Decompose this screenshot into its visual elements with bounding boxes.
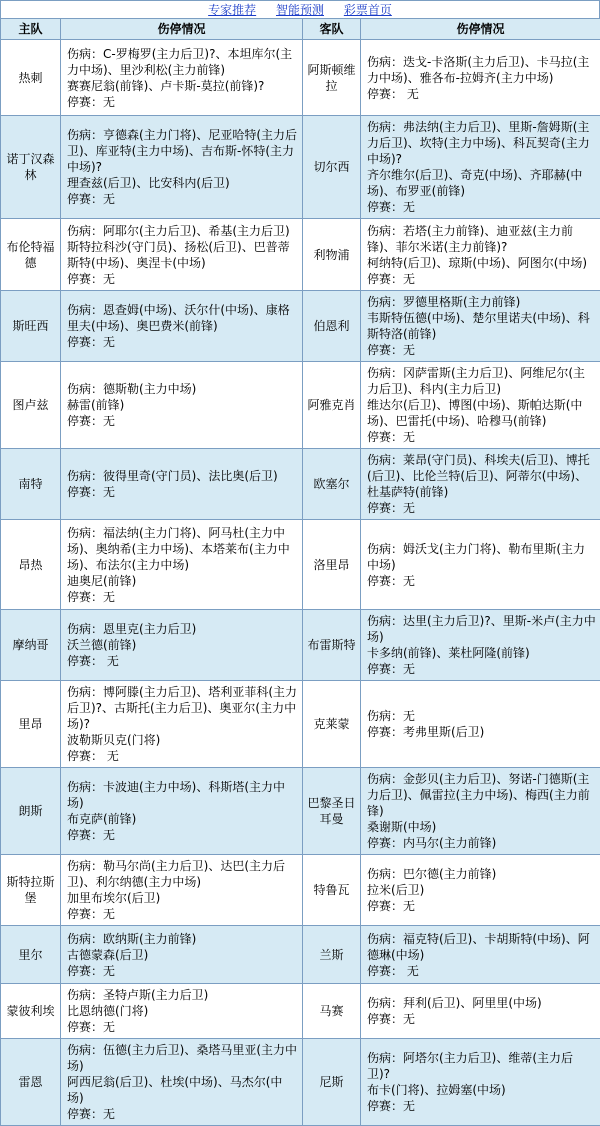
away-team: 克莱蒙 <box>303 681 361 768</box>
info-line: 停赛：无 <box>367 271 596 287</box>
info-line: 沃兰德(前锋) <box>67 637 298 653</box>
info-line: 迪奥尼(前锋) <box>67 573 298 589</box>
info-line: 伤病：无 <box>367 708 596 724</box>
info-line: 伤病：勒马尔尚(主力后卫)、达巴(主力后卫)、利尔纳德(主力中场) <box>67 858 298 890</box>
info-line: 停赛：无 <box>367 199 596 215</box>
info-line: 停赛： 无 <box>67 653 298 669</box>
away-injury-info <box>361 291 600 362</box>
info-line: 停赛：无 <box>367 1011 596 1027</box>
home-injury-info <box>61 1039 303 1126</box>
home-injury-info <box>61 855 303 926</box>
table-row <box>1 855 600 926</box>
info-line: 伤病：姆沃戈(主力门将)、勒布里斯(主力中场) <box>367 541 596 573</box>
home-injury-info <box>61 362 303 449</box>
table-row <box>1 681 600 768</box>
info-line: 停赛：无 <box>67 413 298 429</box>
header-home: 主队 <box>1 19 61 40</box>
home-team: 热刺 <box>1 40 61 116</box>
top-nav <box>0 0 600 18</box>
info-line: 伤病：彼得里奇(守门员)、法比奥(后卫) <box>67 468 298 484</box>
away-team: 布雷斯特 <box>303 610 361 681</box>
away-injury-info <box>361 610 600 681</box>
info-line: 伤病：福克特(后卫)、卡胡斯特(中场)、阿德琳(中场) <box>367 931 596 963</box>
table-row <box>1 40 600 116</box>
away-injury-info <box>361 681 600 768</box>
info-line: 伤病：阿耶尔(主力后卫)、希基(主力后卫) <box>67 223 298 239</box>
table-row <box>1 984 600 1039</box>
away-team: 利物浦 <box>303 219 361 291</box>
info-line: 加里布埃尔(后卫) <box>67 890 298 906</box>
away-injury-info <box>361 362 600 449</box>
info-line: 停赛：内马尔(主力前锋) <box>367 835 596 851</box>
info-line: 卡多纳(前锋)、莱杜阿隆(前锋) <box>367 645 596 661</box>
table-row <box>1 219 600 291</box>
info-line: 伤病：亨德森(主力门将)、尼亚哈特(主力后卫)、库亚特(主力中场)、吉布斯-怀特(主力中场)? <box>67 127 298 175</box>
home-injury-info <box>61 926 303 984</box>
info-line: 停赛：无 <box>367 898 596 914</box>
home-injury-info <box>61 449 303 520</box>
info-line: 柯纳特(后卫)、琼斯(中场)、阿图尔(中场) <box>367 255 596 271</box>
info-line: 阿西尼翁(后卫)、杜埃(中场)、马杰尔(中场) <box>67 1074 298 1106</box>
info-line: 比恩纳德(门将) <box>67 1003 298 1019</box>
home-team: 蒙彼利埃 <box>1 984 61 1039</box>
home-team: 南特 <box>1 449 61 520</box>
info-line: 波勒斯贝克(门将) <box>67 732 298 748</box>
table-body <box>1 40 600 1126</box>
away-team: 阿雅克肖 <box>303 362 361 449</box>
home-team: 布伦特福德 <box>1 219 61 291</box>
info-line: 拉米(后卫) <box>367 882 596 898</box>
info-line: 停赛：无 <box>67 191 298 207</box>
nav-link-expert[interactable]: 专家推荐 <box>208 3 256 17</box>
table-row <box>1 926 600 984</box>
away-team: 切尔西 <box>303 116 361 219</box>
table-row <box>1 1039 600 1126</box>
home-injury-info <box>61 768 303 855</box>
home-team: 诺丁汉森林 <box>1 116 61 219</box>
home-team: 斯特拉斯堡 <box>1 855 61 926</box>
info-line: 停赛：无 <box>367 1098 596 1114</box>
info-line: 停赛：考弗里斯(后卫) <box>367 724 596 740</box>
home-injury-info <box>61 291 303 362</box>
away-team: 伯恩利 <box>303 291 361 362</box>
info-line: 维达尔(后卫)、博图(中场)、斯帕达斯(中场)、巴雷托(中场)、哈穆马(前锋) <box>367 397 596 429</box>
info-line: 停赛：无 <box>67 963 298 979</box>
info-line: 古德蒙森(后卫) <box>67 947 298 963</box>
info-line: 赛赛尼翁(前锋)、卢卡斯-莫拉(前锋)? <box>67 78 298 94</box>
home-team: 斯旺西 <box>1 291 61 362</box>
info-line: 伤病：巴尔德(主力前锋) <box>367 866 596 882</box>
info-line: 伤病：达里(主力后卫)?、里斯-米卢(主力中场) <box>367 613 596 645</box>
info-line: 伤病：伍德(主力后卫)、桑塔马里亚(主力中场) <box>67 1042 298 1074</box>
away-team: 洛里昂 <box>303 520 361 610</box>
info-line: 齐尔维尔(后卫)、奇克(中场)、齐耶赫(中场)、布罗亚(前锋) <box>367 167 596 199</box>
away-injury-info <box>361 926 600 984</box>
info-line: 桑谢斯(中场) <box>367 819 596 835</box>
info-line: 伤病：莱昂(守门员)、科埃夫(后卫)、博托(后卫)、比伦兰特(后卫)、阿蒂尔(中场)、杜基萨特(前锋) <box>367 452 596 500</box>
info-line: 伤病：金彭贝(主力后卫)、努诺-门德斯(主力后卫)、佩雷拉(主力中场)、梅西(主力前锋) <box>367 771 596 819</box>
info-line: 理查兹(后卫)、比安科内(后卫) <box>67 175 298 191</box>
info-line: 伤病：迭戈-卡洛斯(主力后卫)、卡马拉(主力中场)、雅各布-拉姆齐(主力中场) <box>367 54 596 86</box>
away-team: 阿斯顿维拉 <box>303 40 361 116</box>
info-line: 停赛： 无 <box>67 748 298 764</box>
info-line: 停赛：无 <box>67 906 298 922</box>
away-injury-info <box>361 40 600 116</box>
header-away: 客队 <box>303 19 361 40</box>
away-injury-info <box>361 116 600 219</box>
info-line: 伤病：恩查姆(中场)、沃尔什(中场)、康格里夫(中场)、奥巴费米(前锋) <box>67 302 298 334</box>
info-line: 停赛：无 <box>367 342 596 358</box>
away-injury-info <box>361 520 600 610</box>
info-line: 停赛：无 <box>67 94 298 110</box>
away-injury-info <box>361 449 600 520</box>
nav-link-prediction[interactable]: 智能预测 <box>276 3 324 17</box>
home-team: 雷恩 <box>1 1039 61 1126</box>
info-line: 停赛：无 <box>67 827 298 843</box>
home-injury-info <box>61 40 303 116</box>
info-line: 停赛：无 <box>67 589 298 605</box>
header-home-info: 伤停情况 <box>61 19 303 40</box>
table-row <box>1 520 600 610</box>
injury-table <box>0 18 600 1126</box>
home-injury-info <box>61 116 303 219</box>
away-team: 特鲁瓦 <box>303 855 361 926</box>
table-row <box>1 449 600 520</box>
home-team: 朗斯 <box>1 768 61 855</box>
info-line: 布克萨(前锋) <box>67 811 298 827</box>
home-team: 摩纳哥 <box>1 610 61 681</box>
info-line: 伤病：拜利(后卫)、阿里里(中场) <box>367 995 596 1011</box>
away-team: 欧塞尔 <box>303 449 361 520</box>
info-line: 停赛：无 <box>367 573 596 589</box>
info-line: 伤病：弗法纳(主力后卫)、里斯-詹姆斯(主力后卫)、坎特(主力中场)、科瓦契奇(主力中场)? <box>367 119 596 167</box>
info-line: 停赛：无 <box>367 500 596 516</box>
home-team: 昂热 <box>1 520 61 610</box>
info-line: 布卡(门将)、拉姆塞(中场) <box>367 1082 596 1098</box>
info-line: 停赛：无 <box>67 484 298 500</box>
away-injury-info <box>361 768 600 855</box>
info-line: 停赛：无 <box>367 661 596 677</box>
info-line: 停赛：无 <box>67 1106 298 1122</box>
info-line: 伤病：恩里克(主力后卫) <box>67 621 298 637</box>
home-injury-info <box>61 610 303 681</box>
table-row <box>1 768 600 855</box>
info-line: 停赛：无 <box>67 271 298 287</box>
info-line: 伤病：博阿滕(主力后卫)、塔利亚菲科(主力后卫)?、古斯托(主力后卫)、奥亚尔(主力中场)? <box>67 684 298 732</box>
info-line: 伤病：欧纳斯(主力前锋) <box>67 931 298 947</box>
away-injury-info <box>361 984 600 1039</box>
info-line: 停赛：无 <box>67 334 298 350</box>
table-row <box>1 116 600 219</box>
info-line: 伤病：德斯勒(主力中场) <box>67 381 298 397</box>
home-team: 图卢兹 <box>1 362 61 449</box>
info-line: 停赛： 无 <box>367 963 596 979</box>
info-line: 伤病：卡波迪(主力中场)、科斯塔(主力中场) <box>67 779 298 811</box>
away-team: 巴黎圣日耳曼 <box>303 768 361 855</box>
nav-link-lottery-home[interactable]: 彩票首页 <box>344 3 392 17</box>
away-injury-info <box>361 855 600 926</box>
away-team: 马赛 <box>303 984 361 1039</box>
home-team: 里昂 <box>1 681 61 768</box>
info-line: 伤病：圣特卢斯(主力后卫) <box>67 987 298 1003</box>
home-team: 里尔 <box>1 926 61 984</box>
home-injury-info <box>61 520 303 610</box>
home-injury-info <box>61 984 303 1039</box>
table-row <box>1 291 600 362</box>
info-line: 赫雷(前锋) <box>67 397 298 413</box>
info-line: 伤病：罗德里格斯(主力前锋) <box>367 294 596 310</box>
info-line: 伤病：阿塔尔(主力后卫)、维蒂(主力后卫)? <box>367 1050 596 1082</box>
info-line: 伤病：若塔(主力前锋)、迪亚兹(主力前锋)、菲尔米诺(主力前锋)? <box>367 223 596 255</box>
away-injury-info <box>361 219 600 291</box>
info-line: 韦斯特伍德(中场)、楚尔里诺夫(中场)、科斯特洛(前锋) <box>367 310 596 342</box>
home-injury-info <box>61 219 303 291</box>
away-team: 兰斯 <box>303 926 361 984</box>
table-row <box>1 610 600 681</box>
home-injury-info <box>61 681 303 768</box>
info-line: 停赛：无 <box>67 1019 298 1035</box>
info-line: 伤病：福法纳(主力门将)、阿马杜(主力中场)、奥纳希(主力中场)、本塔莱布(主力中场)、布法尔(主力中场) <box>67 525 298 573</box>
info-line: 斯特拉科沙(守门员)、扬松(后卫)、巴普蒂斯特(中场)、奥涅卡(中场) <box>67 239 298 271</box>
table-header-row <box>1 19 600 40</box>
away-injury-info <box>361 1039 600 1126</box>
info-line: 伤病：冈萨雷斯(主力后卫)、阿维尼尔(主力后卫)、科内(主力后卫) <box>367 365 596 397</box>
info-line: 伤病：C-罗梅罗(主力后卫)?、本坦库尔(主力中场)、里沙利松(主力前锋) <box>67 46 298 78</box>
away-team: 尼斯 <box>303 1039 361 1126</box>
info-line: 停赛： 无 <box>367 86 596 102</box>
table-row <box>1 362 600 449</box>
info-line: 停赛：无 <box>367 429 596 445</box>
header-away-info: 伤停情况 <box>361 19 600 40</box>
